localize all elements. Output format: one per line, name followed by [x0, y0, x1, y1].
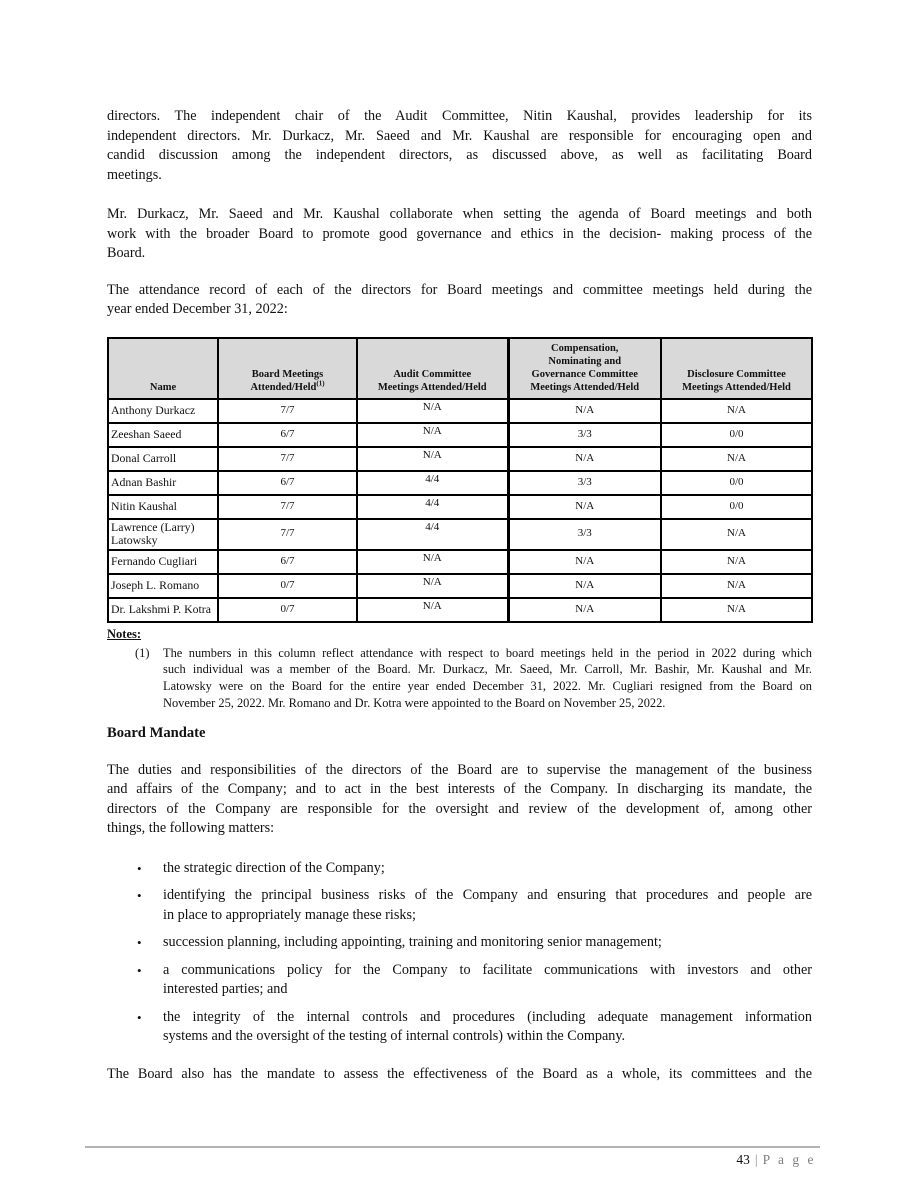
- bullet-item: [137, 886, 812, 925]
- paragraph-mandate-closing: [107, 1065, 812, 1085]
- bullet-text: [163, 886, 812, 925]
- text-line: systems and the oversight of the testing of internal controls) within the Company.: [163, 1028, 626, 1045]
- page-content: [107, 107, 812, 1104]
- table-row: [108, 495, 812, 519]
- attendance-value-cell: 6/7: [218, 471, 357, 495]
- attendance-value-cell: 3/3: [508, 519, 661, 550]
- bullet-list: [107, 859, 812, 1047]
- attendance-value-cell: 7/7: [218, 447, 357, 471]
- text-line: the integrity of the internal controls and procedures (including adequate management information: [163, 1008, 812, 1025]
- attendance-value-cell: N/A: [508, 495, 661, 519]
- attendance-value-cell: N/A: [508, 598, 661, 622]
- attendance-value-cell: N/A: [508, 574, 661, 598]
- note-number: (1): [135, 645, 150, 660]
- table-row: [108, 550, 812, 574]
- attendance-value-cell: N/A: [357, 399, 508, 423]
- attendance-value-cell: 7/7: [218, 519, 357, 550]
- footer-separator: |: [754, 1152, 758, 1167]
- text-line: in place to appropriately manage these risks;: [163, 906, 416, 923]
- bullet-icon: •: [137, 935, 142, 951]
- text-line: The attendance record of each of the directors for Board meetings and committee meetings held during the: [107, 281, 812, 298]
- text-line: succession planning, including appointing, training and monitoring senior management;: [163, 934, 662, 951]
- attendance-value-cell: 4/4: [357, 519, 508, 550]
- bullet-icon: •: [137, 962, 142, 978]
- text-line: candid discussion among the independent directors, as discussed above, as well as facilitating Board: [107, 147, 812, 163]
- bullet-item: [137, 961, 812, 1000]
- column-header: Audit Committee Meetings Attended/Held: [357, 338, 508, 399]
- attendance-value-cell: N/A: [508, 399, 661, 423]
- text-line: independent directors. Mr. Durkacz, Mr. Saeed and Mr. Kaushal are responsible for encouraging open and: [107, 127, 812, 144]
- bullet-item: [137, 859, 812, 879]
- text-line: The duties and responsibilities of the directors of the Board are to supervise the management of the business: [107, 761, 812, 778]
- bullet-text: [163, 961, 812, 1000]
- director-name-cell: Nitin Kaushal: [108, 495, 218, 519]
- text-line: Latowsky were on the Board for the entire year ended December 31, 2022. Mr. Cugliari resigned from the Board on: [163, 679, 812, 694]
- text-line: year ended December 31, 2022:: [107, 301, 288, 317]
- table-row: [108, 471, 812, 495]
- column-header: Compensation, Nominating and Governance Committee Meetings Attended/Held: [508, 338, 661, 399]
- text-line: meetings.: [107, 166, 162, 183]
- attendance-value-cell: N/A: [357, 574, 508, 598]
- director-name-cell: Donal Carroll: [108, 447, 218, 471]
- attendance-value-cell: N/A: [357, 447, 508, 471]
- attendance-value-cell: 0/0: [661, 471, 812, 495]
- attendance-value-cell: 7/7: [218, 495, 357, 519]
- attendance-value-cell: 4/4: [357, 495, 508, 519]
- attendance-body: [108, 399, 812, 622]
- text-line: a communications policy for the Company to facilitate communications with investors and other: [163, 961, 812, 978]
- attendance-value-cell: N/A: [357, 423, 508, 447]
- attendance-value-cell: 4/4: [357, 471, 508, 495]
- column-header: Name: [108, 338, 218, 399]
- bullet-text: [163, 1008, 812, 1047]
- attendance-value-cell: 3/3: [508, 471, 661, 495]
- table-row: [108, 423, 812, 447]
- bullet-item: [137, 1008, 812, 1047]
- notes-label: Notes:: [107, 626, 142, 641]
- attendance-value-cell: 0/7: [218, 598, 357, 622]
- note-text: [163, 645, 812, 712]
- paragraph-independent-directors: [107, 107, 812, 185]
- paragraph-agenda-collaboration: [107, 205, 812, 264]
- text-line: directors. The independent chair of the Audit Committee, Nitin Kaushal, provides leadership for its: [107, 108, 812, 124]
- text-line: interested parties; and: [163, 981, 288, 998]
- table-row: [108, 574, 812, 598]
- director-name-cell: Dr. Lakshmi P. Kotra: [108, 598, 218, 622]
- text-line: the strategic direction of the Company;: [163, 859, 385, 876]
- attendance-value-cell: 6/7: [218, 550, 357, 574]
- text-line: work with the broader Board to promote good governance and ethics in the decision- making process of the: [107, 225, 812, 242]
- attendance-table: [107, 337, 813, 623]
- attendance-value-cell: N/A: [661, 550, 812, 574]
- director-name-cell: Anthony Durkacz: [108, 399, 218, 423]
- text-line: November 25, 2022. Mr. Romano and Dr. Kotra were appointed to the Board on November 25, 2022.: [163, 695, 666, 710]
- attendance-value-cell: 0/0: [661, 495, 812, 519]
- attendance-value-cell: N/A: [357, 598, 508, 622]
- bullet-text: [163, 933, 812, 953]
- director-name-cell: Lawrence (Larry) Latowsky: [108, 519, 218, 550]
- attendance-value-cell: 3/3: [508, 423, 661, 447]
- text-line: and affairs of the Company; and to act in the best interests of the Company. In discharging its mandate, the: [107, 781, 812, 798]
- notes-section: [107, 627, 812, 712]
- bullet-item: [137, 933, 812, 953]
- bullet-text: [163, 859, 812, 879]
- table-row: [108, 399, 812, 423]
- attendance-value-cell: N/A: [357, 550, 508, 574]
- attendance-value-cell: N/A: [661, 519, 812, 550]
- attendance-value-cell: N/A: [661, 598, 812, 622]
- director-name-cell: Zeeshan Saeed: [108, 423, 218, 447]
- text-line: Mr. Durkacz, Mr. Saeed and Mr. Kaushal collaborate when setting the agenda of Board meetings and both: [107, 206, 812, 222]
- footnote-marker: (1): [316, 379, 325, 387]
- bullet-icon: •: [137, 1009, 142, 1025]
- attendance-value-cell: N/A: [508, 550, 661, 574]
- note-item: [107, 645, 812, 712]
- director-name-cell: Fernando Cugliari: [108, 550, 218, 574]
- footer-page-word: P a g e: [762, 1152, 816, 1167]
- board-mandate-heading: Board Mandate: [107, 724, 206, 741]
- bullet-icon: •: [137, 860, 142, 876]
- attendance-value-cell: 0/0: [661, 423, 812, 447]
- table-row: [108, 447, 812, 471]
- attendance-value-cell: N/A: [661, 447, 812, 471]
- paragraph-attendance-intro: [107, 281, 812, 320]
- table-row: [108, 598, 812, 622]
- director-name-cell: Adnan Bashir: [108, 471, 218, 495]
- text-line: directors of the Company are responsible for the oversight and review of the development of, among other: [107, 800, 812, 817]
- attendance-value-cell: 0/7: [218, 574, 357, 598]
- text-line: The numbers in this column reflect attendance with respect to board meetings held in the period in 2022 during which: [163, 645, 812, 660]
- attendance-header-row: [108, 338, 812, 399]
- text-line: identifying the principal business risks of the Company and ensuring that procedures and people are: [163, 887, 812, 904]
- bullet-icon: •: [137, 888, 142, 904]
- attendance-value-cell: N/A: [661, 574, 812, 598]
- page-number: 43: [736, 1152, 750, 1167]
- text-line: Board.: [107, 245, 146, 261]
- page-footer: [85, 1146, 820, 1168]
- director-name-cell: Joseph L. Romano: [108, 574, 218, 598]
- attendance-value-cell: N/A: [508, 447, 661, 471]
- notes-list: [107, 645, 812, 712]
- column-header: Board Meetings Attended/Held$^{(1)}$: [218, 338, 357, 399]
- table-row: [108, 519, 812, 550]
- column-header: Disclosure Committee Meetings Attended/Held: [661, 338, 812, 399]
- text-line: such individual was a member of the Board. Mr. Durkacz, Mr. Saeed, Mr. Carroll, Mr. Bashir, Mr. Kaushal and Mr.: [163, 662, 812, 677]
- paragraph-mandate-intro: [107, 761, 812, 839]
- attendance-value-cell: 7/7: [218, 399, 357, 423]
- text-line: things, the following matters:: [107, 820, 275, 837]
- attendance-value-cell: 6/7: [218, 423, 357, 447]
- attendance-value-cell: N/A: [661, 399, 812, 423]
- text-line: The Board also has the mandate to assess the effectiveness of the Board as a whole, its committees and the: [107, 1065, 812, 1082]
